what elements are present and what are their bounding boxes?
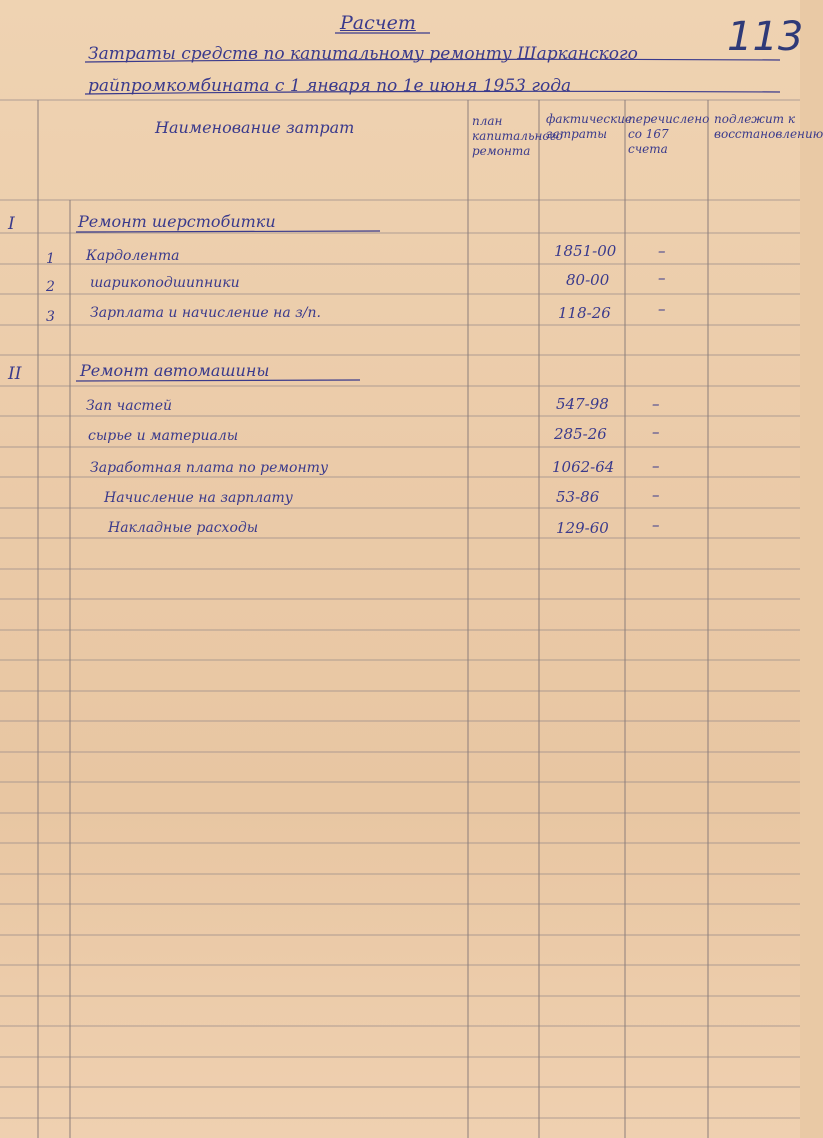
row-fact-amount: 547-98 bbox=[556, 395, 609, 413]
row-fact-amount: 53-86 bbox=[556, 488, 600, 506]
row-number: 1 bbox=[46, 251, 55, 267]
row-transferred: – bbox=[658, 242, 666, 260]
row-transferred: – bbox=[658, 269, 666, 287]
column-header-plan: план капитального ремонта bbox=[472, 114, 563, 158]
row-name: сырье и материалы bbox=[88, 428, 239, 444]
row-fact-amount: 80-00 bbox=[566, 271, 610, 289]
column-header-transferred: перечислено со 167 счета bbox=[628, 112, 710, 156]
row-transferred: – bbox=[652, 423, 660, 441]
row-name: шарикоподшипники bbox=[90, 275, 240, 291]
document-subtitle-line2: райпромкомбината с 1 января по 1е июня 1953 года bbox=[88, 76, 572, 96]
page-number: 113 bbox=[727, 14, 804, 60]
column-header-restore: подлежит к восстановлению bbox=[714, 112, 823, 141]
row-fact-amount: 1851-00 bbox=[554, 242, 617, 260]
section-roman-numeral: II bbox=[8, 364, 22, 384]
section-title: Ремонт автомашины bbox=[80, 361, 270, 380]
row-fact-amount: 285-26 bbox=[554, 425, 607, 443]
row-name: Зарплата и начисление на з/п. bbox=[90, 305, 321, 321]
row-name: Накладные расходы bbox=[108, 520, 259, 536]
row-transferred: – bbox=[652, 516, 660, 534]
document-subtitle-line1: Затраты средств по капитальному ремонту Шарканского bbox=[88, 44, 638, 64]
section-title: Ремонт шерстобитки bbox=[78, 212, 276, 231]
row-name: Кардолента bbox=[86, 248, 180, 264]
section-roman-numeral: I bbox=[8, 214, 15, 234]
row-transferred: – bbox=[652, 395, 660, 413]
row-transferred: – bbox=[658, 300, 666, 318]
row-fact-amount: 118-26 bbox=[558, 304, 611, 322]
row-number: 2 bbox=[46, 279, 55, 295]
row-name: Начисление на зарплату bbox=[104, 490, 293, 506]
row-fact-amount: 129-60 bbox=[556, 519, 609, 537]
row-transferred: – bbox=[652, 486, 660, 504]
column-header-name: Наименование затрат bbox=[155, 118, 355, 137]
document-title: Расчет bbox=[340, 12, 416, 34]
row-transferred: – bbox=[652, 457, 660, 475]
row-name: Зап частей bbox=[86, 398, 173, 414]
row-number: 3 bbox=[46, 309, 55, 325]
column-header-fact: фактические затраты bbox=[546, 112, 633, 141]
row-fact-amount: 1062-64 bbox=[552, 458, 615, 476]
row-name: Заработная плата по ремонту bbox=[90, 460, 329, 476]
